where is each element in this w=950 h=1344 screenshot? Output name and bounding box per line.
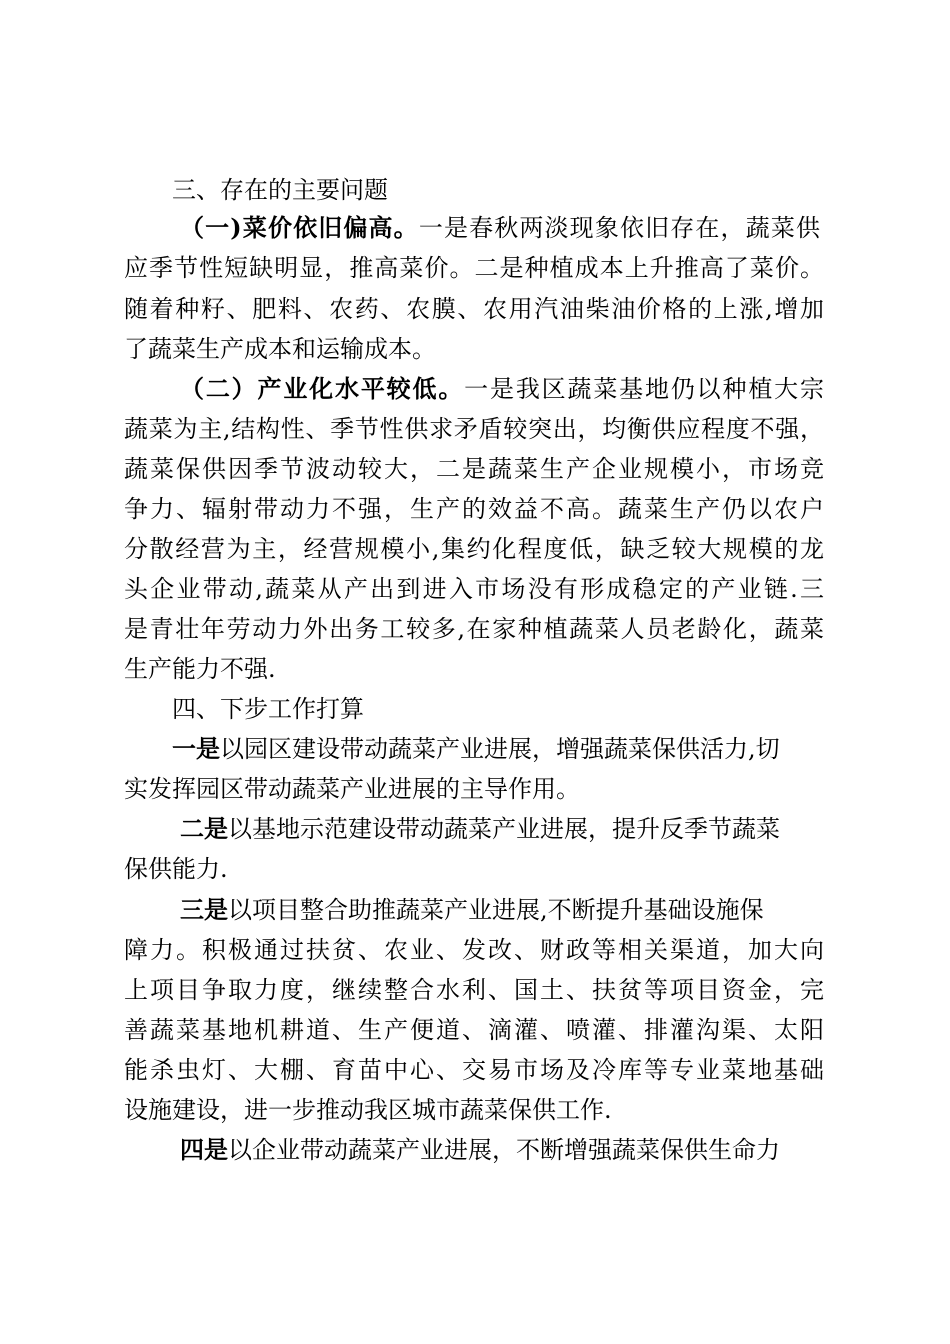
paragraph-line: [180, 814, 780, 844]
paragraph-lead-bold: 二是: [180, 814, 228, 843]
paragraph-lead-bold: 三是: [180, 895, 228, 924]
paragraph-line: 上项目争取力度，继续整合水利、国土、扶贫等项目资金，完: [124, 976, 824, 1004]
paragraph-text: 以企业带动蔬菜产业进展，不断增强蔬菜保供生命力: [228, 1136, 780, 1164]
paragraph-line: 保供能力.: [124, 855, 228, 883]
paragraph-line: 了蔬菜生产成本和运输成本。: [124, 335, 436, 363]
paragraph-line: 善蔬菜基地机耕道、生产便道、滴灌、喷灌、排灌沟渠、太阳: [124, 1016, 824, 1044]
paragraph-line: 蔬菜为主,结构性、季节性供求矛盾较突出，均衡供应程度不强，: [124, 415, 824, 443]
paragraph-line: [180, 374, 824, 404]
paragraph-line: [180, 213, 820, 243]
paragraph-line: 分散经营为主，经营规模小,集约化程度低，缺乏较大规模的龙: [124, 535, 824, 563]
paragraph-text: 一是我区蔬菜基地仍以种植大宗: [464, 375, 825, 403]
paragraph-line: 应季节性短缺明显，推高菜价。二是种植成本上升推高了菜价。: [124, 254, 824, 282]
paragraph-line: 头企业带动,蔬菜从产出到进入市场没有形成稳定的产业链.三: [124, 575, 824, 603]
paragraph-line: 障力。积极通过扶贫、农业、发改、财政等相关渠道，加大向: [124, 936, 824, 964]
paragraph-lead-bold: （一)菜价依旧偏高。: [180, 213, 419, 242]
paragraph-text: 一是春秋两淡现象依旧存在，蔬菜供: [418, 214, 820, 242]
paragraph-text: 以项目整合助推蔬菜产业进展,不断提升基础设施保: [228, 896, 764, 924]
paragraph-line: 蔬菜保供因季节波动较大，二是蔬菜生产企业规模小，市场竞: [124, 455, 824, 483]
paragraph-line: 争力、辐射带动力不强，生产的效益不高。蔬菜生产仍以农户: [124, 495, 824, 523]
paragraph-line: [180, 895, 764, 925]
paragraph-line: 生产能力不强.: [124, 655, 276, 683]
section-heading-problems: 三、存在的主要问题: [172, 176, 388, 204]
paragraph-line: 能杀虫灯、大棚、育苗中心、交易市场及冷库等专业菜地基础: [124, 1056, 824, 1084]
paragraph-line: 是青壮年劳动力外出务工较多,在家种植蔬菜人员老龄化，蔬菜: [124, 615, 824, 643]
paragraph-text: 以园区建设带动蔬菜产业进展，增强蔬菜保供活力,切: [220, 735, 780, 763]
paragraph-text: 以基地示范建设带动蔬菜产业进展，提升反季节蔬菜: [228, 815, 780, 843]
paragraph-line: [180, 1135, 780, 1165]
paragraph-lead-bold: 一是: [172, 734, 220, 763]
paragraph-lead-bold: 四是: [180, 1135, 228, 1164]
section-heading-plans: 四、下步工作打算: [172, 695, 364, 723]
paragraph-line: 随着种籽、肥料、农药、农膜、农用汽油柴油价格的上涨,增加: [124, 295, 824, 323]
paragraph-lead-bold: （二）产业化水平较低。: [180, 374, 465, 403]
paragraph-line: 实发挥园区带动蔬菜产业进展的主导作用。: [124, 775, 580, 803]
paragraph-line: 设施建设，进一步推动我区城市蔬菜保供工作.: [124, 1096, 612, 1124]
paragraph-line: [172, 734, 780, 764]
